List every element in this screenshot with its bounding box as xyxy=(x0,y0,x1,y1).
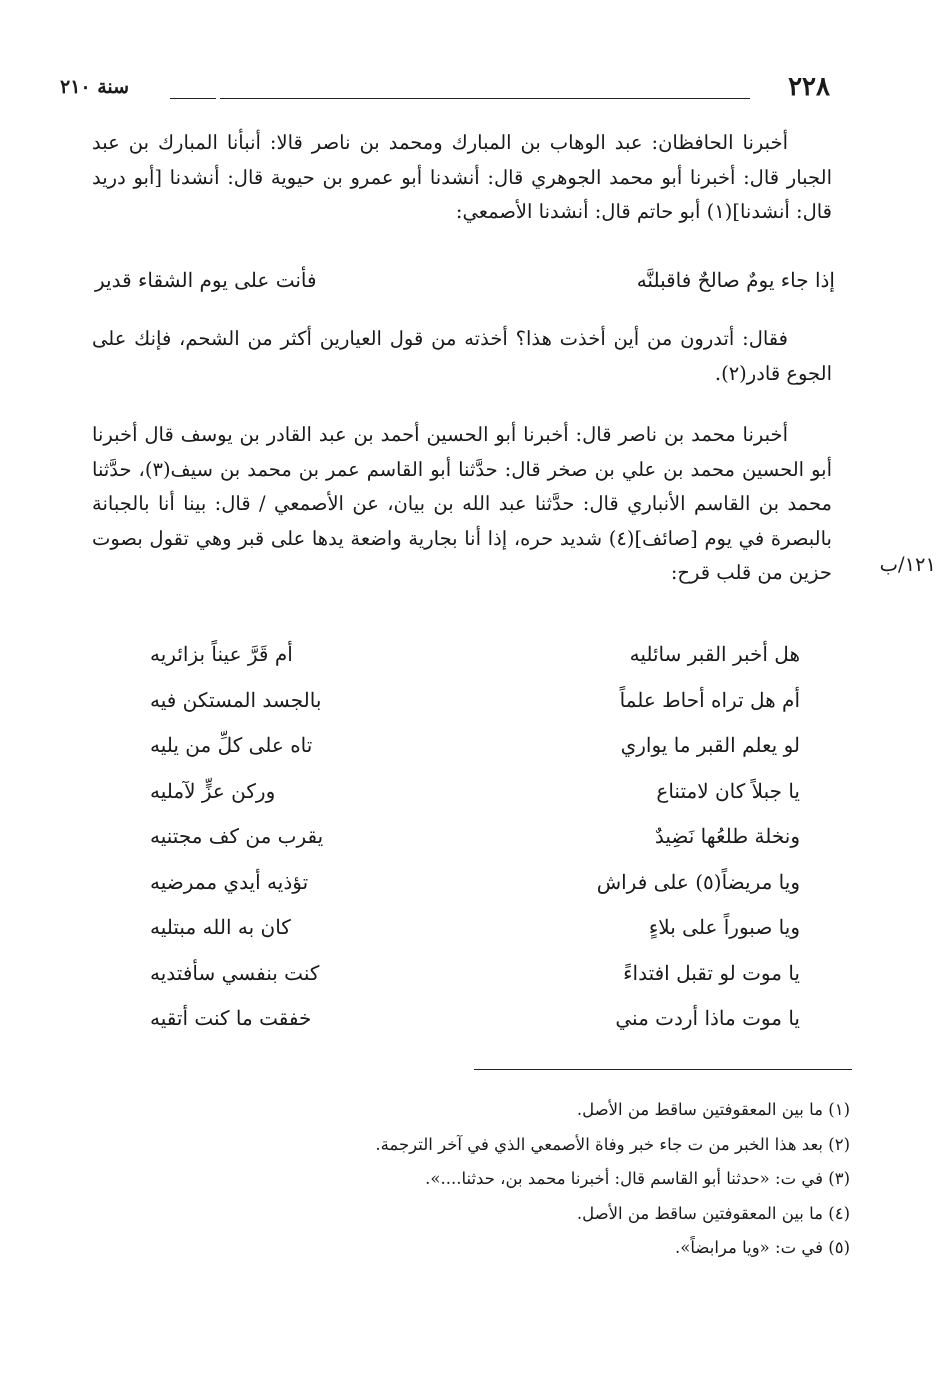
footnotes xyxy=(300,1093,850,1266)
poem-second-hemistich: يقرب من كف مجتنيه xyxy=(150,824,324,848)
footnote: (١) ما بين المعقوفتين ساقط من الأصل. xyxy=(576,1100,850,1119)
poem-line xyxy=(150,961,800,1007)
poem-second-hemistich: تاه على كلِّ من يليه xyxy=(150,733,313,757)
poem-first-hemistich: ويا مريضاً(٥) على فراش xyxy=(596,869,800,894)
poem-first-hemistich: لو يعلم القبر ما يواري xyxy=(620,733,800,757)
poem-first-hemistich: ويا صبوراً على بلاءٍ xyxy=(648,915,800,939)
footnote: (٢) بعد هذا الخبر من ت جاء خبر وفاة الأصمعي الذي في آخر الترجمة. xyxy=(375,1134,850,1154)
manuscript-folio-note: ١٢١/ب xyxy=(879,553,936,576)
poem-first-hemistich: يا موت ماذا أردت مني xyxy=(615,1006,800,1030)
year-dash xyxy=(170,98,216,99)
poem-first-hemistich: يا موت لو تقبل افتداءً xyxy=(623,960,800,985)
poem-first-hemistich: أم هل تراه أحاط علماً xyxy=(619,687,800,712)
poem-line xyxy=(150,870,800,916)
verse-line xyxy=(95,268,835,304)
poem-first-hemistich: يا جبلاً كان لامتناع xyxy=(656,778,800,803)
paragraph-isnad-2: أخبرنا محمد بن ناصر قال: أخبرنا أبو الحسين أحمد بن عبد القادر بن يوسف قال أخبرنا أبو الحسين محمد بن علي بن صخر قال: حدَّثنا أبو القاسم عمر بن محمد بن سيف(٣)، حدَّثنا محمد بن القاسم الأنباري قال: حدَّثنا عبد الله بن بيان، عن الأصمعي / قال: بينا أنا بالجبانة بالبصرة في يوم [صائف](٤) شديد حره، إذا أنا بجارية واضعة يدها على قبر وهي تقول بصوت حزين من قلب قرح: xyxy=(92,423,832,584)
poem-first-hemistich: ونخلة طلعُها نَضِيدٌ xyxy=(654,824,800,848)
verse-first-hemistich: إذا جاء يومٌ صالحٌ فاقبلنَّه xyxy=(636,268,835,292)
footnote: (٥) في ت: «ويا مرابضاً». xyxy=(675,1238,850,1257)
poem-line xyxy=(150,642,800,688)
verse-second-hemistich: فأنت على يوم الشقاء قدير xyxy=(95,268,317,292)
poem-line xyxy=(150,1006,800,1052)
poem-first-hemistich: هل أخبر القبر سائليه xyxy=(629,642,800,666)
poem-second-hemistich: كنت بنفسي سأفتديه xyxy=(150,960,320,985)
footnote: (٣) في ت: «حدثنا أبو القاسم قال: أخبرنا محمد بن، حدثنا....». xyxy=(425,1169,850,1188)
paragraph-commentary: فقال: أتدرون من أين أخذت هذا؟ أخذته من قول العيارين أكثر من الشحم، فإنك على الجوع قادر(٢). xyxy=(92,327,832,385)
page-header xyxy=(60,72,830,112)
poem-line xyxy=(150,824,800,870)
poem-line xyxy=(150,733,800,779)
poem-second-hemistich: أم قَرَّ عيناً بزائريه xyxy=(150,642,293,666)
poem-line xyxy=(150,688,800,734)
poem-second-hemistich: بالجسد المستكن فيه xyxy=(150,687,322,712)
poem-second-hemistich: وركن عزٍّ لآمليه xyxy=(150,778,276,803)
poem-line xyxy=(150,779,800,825)
footnote-separator xyxy=(474,1069,852,1070)
footnote: (٤) ما بين المعقوفتين ساقط من الأصل. xyxy=(576,1203,850,1223)
paragraph-isnad-1: أخبرنا الحافظان: عبد الوهاب بن المبارك ومحمد بن ناصر قالا: أنبأنا المبارك بن عبد الجبار قال: أخبرنا أبو محمد الجوهري قال: أنشدنا أبو عمرو بن حيوية قال: أنشدنا [أبو دريد قال: أنشدنا](١) أبو حاتم قال: أنشدنا الأصمعي: xyxy=(92,131,832,223)
poem-second-hemistich: تؤذيه أيدي ممرضيه xyxy=(150,869,309,894)
running-year: سنة ٢١٠ xyxy=(60,76,130,98)
poem-second-hemistich: كان به الله مبتليه xyxy=(150,915,291,939)
page-number: ٢٢٨ xyxy=(788,72,830,102)
poem-second-hemistich: خفقت ما كنت أتقيه xyxy=(150,1006,312,1030)
poem xyxy=(150,642,800,1052)
poem-line xyxy=(150,915,800,961)
header-rule xyxy=(220,98,750,99)
